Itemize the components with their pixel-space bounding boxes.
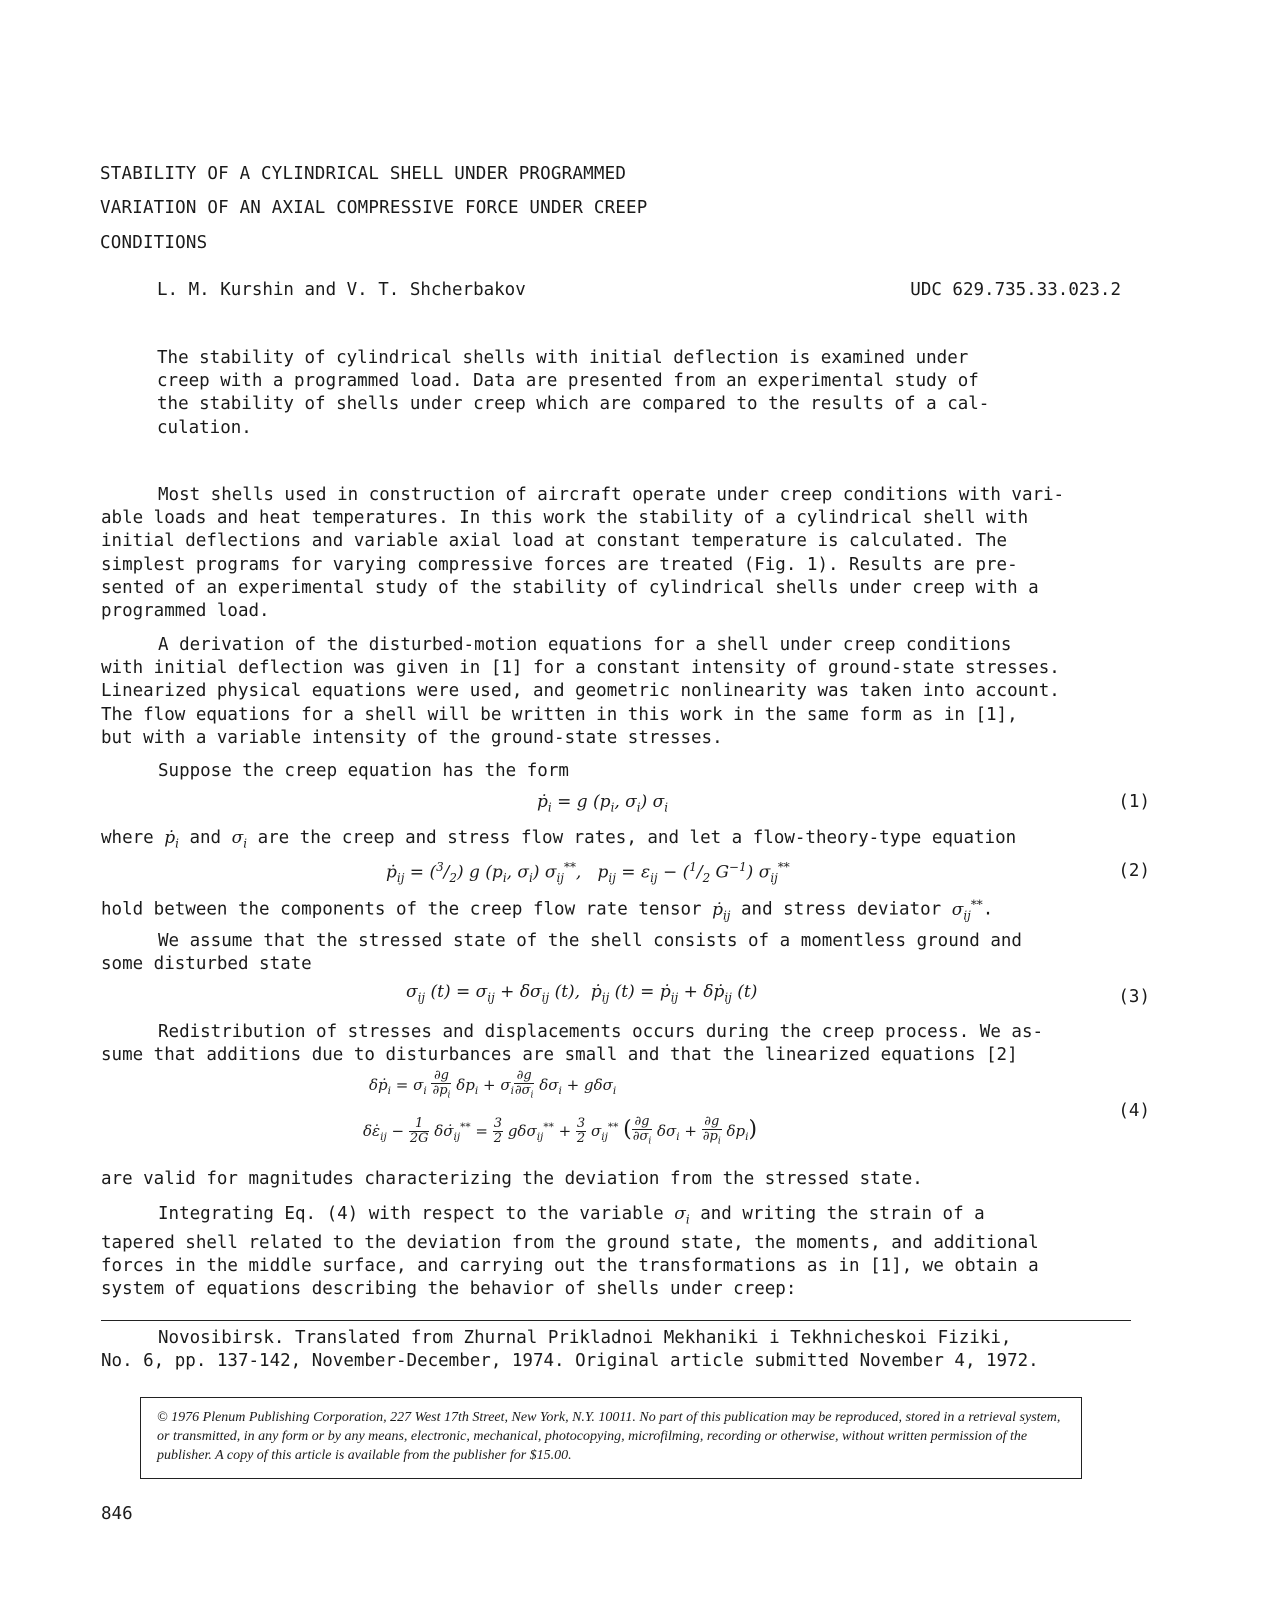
text-line: A derivation of the disturbed-motion equations for a shell under creep conditions bbox=[158, 635, 1012, 655]
abstract-line: creep with a programmed load. Data are presented from an experimental study of bbox=[157, 371, 979, 392]
footnote-line: No. 6, pp. 137-142, November-December, 1974. Original article submitted November 4, 1972. bbox=[101, 1351, 1039, 1372]
text-line: sented of an experimental study of the stability of cylindrical shells under creep with a bbox=[101, 577, 1039, 598]
copyright-text: © 1976 Plenum Publishing Corporation, 227 West 17th Street, New York, N.Y. 10011. No part of this publication may be reproduced, stored in a retrieval system, or transmitted, in any form or by any means, electronic, mechanical, photocopying, microfilming, recording or otherwise, without written permission of the publisher. A copy of this article is available from the publisher for $15.00. bbox=[157, 1410, 1061, 1463]
equation-1-number: (1) bbox=[1118, 792, 1150, 812]
equation-4-line-2: $\delta\varepsiloṅ_{ij}$ − $\frac{1}{2G}$ $\delta\sigmȧ_{ij}^{**}$ = $\frac{3}{2}$ gδσ$_{ij}$** + $\frac{3}{2}$ $\sigma_{ij}^{**}$ ( $\frac{\partial g}{\partial\sigma_i}$ $\delta\sigma_i$ + $\frac{\partial g}{\partial p_i}$ $\delta p_i$) bbox=[363, 1114, 758, 1147]
footnote-line: Novosibirsk. Translated from Zhurnal Prikladnoi Mekhaniki i Tekhnicheskoi Fiziki, bbox=[158, 1328, 1012, 1348]
abstract bbox=[157, 347, 1027, 440]
equation-3: $\sigma_{ij}$ $(t) = \sigma_{ij} + \delta\sigma_{ij}$ (t), ṗ$_{ij}$ (t) = ṗ$_{ij}$ + δṗ$_{ij}$ (t) bbox=[406, 982, 758, 1005]
title-line-2: VARIATION OF AN AXIAL COMPRESSIVE FORCE UNDER CREEP bbox=[100, 198, 648, 218]
text-line: some disturbed state bbox=[101, 954, 312, 975]
text-line: sume that additions due to disturbances are small and that the linearized equations [2] bbox=[101, 1045, 1018, 1066]
text-line: tapered shell related to the deviation from the ground state, the moments, and additional bbox=[101, 1232, 1039, 1253]
text-line: forces in the middle surface, and carrying out the transformations as in [1], we obtain a bbox=[101, 1255, 1039, 1276]
udc-code: UDC 629.735.33.023.2 bbox=[910, 280, 1121, 300]
equation-4-line-1: δṗ$_i$ = $\sigma_i$ $\frac{\partial g}{\partial p_i}$ $\delta p_i + \sigma_i$ $\frac{\partial g}{\partial\sigma_i}$ $\delta\sigma_i + g\delta\sigma_i$ bbox=[369, 1068, 617, 1101]
text-line: We assume that the stressed state of the shell consists of a momentless ground and bbox=[158, 931, 1022, 951]
where-line: where ṗ$_i$ and $\sigma_i$ are the creep and stress flow rates, and let a flow-theory-type equation bbox=[101, 828, 1017, 851]
equation-4-number: (4) bbox=[1118, 1101, 1150, 1121]
footnote bbox=[101, 1327, 1131, 1373]
abstract-line: culation. bbox=[157, 417, 252, 438]
title-line-1: STABILITY OF A CYLINDRICAL SHELL UNDER PROGRAMMED bbox=[100, 164, 627, 184]
text-line: The flow equations for a shell will be written in this work in the same form as in [1], bbox=[101, 704, 1018, 725]
paragraph-creep bbox=[101, 760, 1131, 783]
text-line: with initial deflection was given in [1] for a constant intensity of ground-state stresses. bbox=[101, 658, 1060, 679]
paragraph-intro bbox=[101, 484, 1131, 623]
text-line: but with a variable intensity of the ground-state stresses. bbox=[101, 727, 723, 748]
footnote-divider bbox=[101, 1320, 1131, 1321]
text-line: Integrating Eq. (4) with respect to the variable $\sigma_i$ and writing the strain of a bbox=[158, 1204, 985, 1227]
text-line: system of equations describing the behavior of shells under creep: bbox=[101, 1279, 797, 1299]
text-line: initial deflections and variable axial load at constant temperature is calculated. The bbox=[101, 531, 1008, 552]
abstract-line: the stability of shells under creep which are compared to the results of a cal- bbox=[157, 394, 990, 415]
abstract-line: The stability of cylindrical shells with initial deflection is examined under bbox=[157, 348, 969, 368]
text-line: Redistribution of stresses and displacements occurs during the creep process. We as- bbox=[158, 1022, 1044, 1042]
authors: L. M. Kurshin and V. T. Shcherbakov bbox=[157, 280, 526, 300]
paragraph-integrating bbox=[101, 1203, 1131, 1301]
text-line: simplest programs for varying compressive forces are treated (Fig. 1). Results are pre- bbox=[101, 554, 1018, 575]
equation-3-number: (3) bbox=[1118, 987, 1150, 1007]
paragraph-derivation bbox=[101, 634, 1131, 750]
valid-line: are valid for magnitudes characterizing the deviation from the stressed state. bbox=[101, 1169, 923, 1189]
page-number: 846 bbox=[101, 1504, 133, 1524]
text-line: able loads and heat temperatures. In this work the stability of a cylindrical shell with bbox=[101, 508, 1029, 529]
hold-line: hold between the components of the creep flow rate tensor ṗ$_{ij}$ and stress deviator $\sigma_{ij}^{**}$. bbox=[101, 897, 994, 923]
text-line: Most shells used in construction of aircraft operate under creep conditions with vari- bbox=[158, 485, 1065, 505]
equation-1: ṗ$_i$ = g ($p_i$, $\sigma_i$) $\sigma_i$ bbox=[537, 792, 669, 815]
paragraph-assume bbox=[101, 930, 1131, 976]
text-line: programmed load. bbox=[101, 601, 270, 622]
equation-2-number: (2) bbox=[1118, 861, 1150, 881]
copyright-box bbox=[140, 1397, 1082, 1479]
text-line: Linearized physical equations were used, and geometric nonlinearity was taken into account. bbox=[101, 681, 1060, 702]
text-line: Suppose the creep equation has the form bbox=[158, 761, 569, 781]
equation-2: ṗ$_{ij}$ = $(^3/_2)$ g ($p_i$, $\sigma_i$) $\sigma_{ij}^{**}$, $p_{ij} = \varepsilon_{ij} - (^1/_2$ $G^{-1}$) $\sigma_{ij}^{**}$ bbox=[386, 860, 790, 886]
paragraph-redistribution bbox=[101, 1021, 1131, 1067]
title-line-3: CONDITIONS bbox=[100, 233, 208, 253]
